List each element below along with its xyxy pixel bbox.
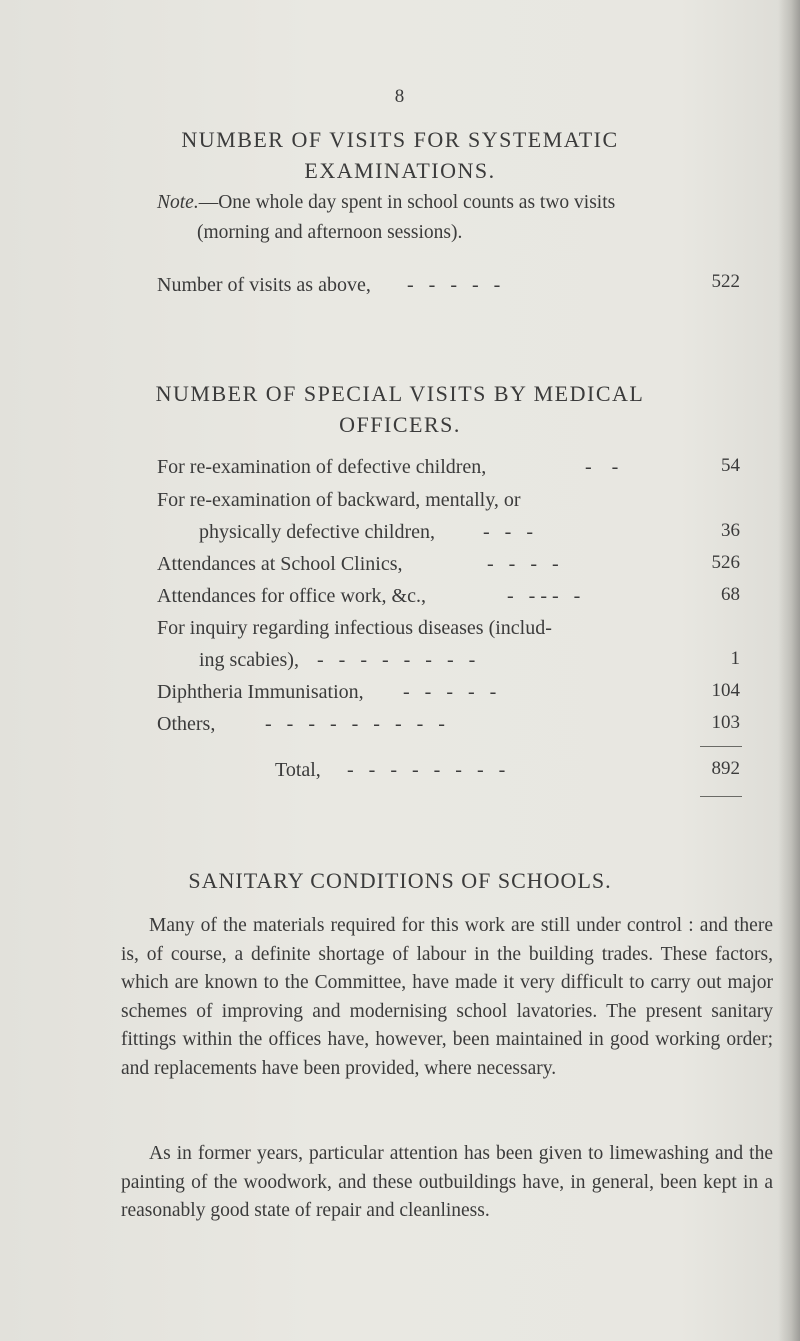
table-row — [157, 452, 619, 482]
paragraph-1 — [121, 912, 773, 1083]
paragraph-2 — [121, 1140, 773, 1226]
note — [157, 188, 797, 248]
visits-label: Number of visits as above, — [157, 274, 371, 296]
paragraph-1-text: Many of the materials required for this work are still under control : and there is, of course, a definite shortage of labour in the building trades. These factors, which are known to the Committee, have made it very difficult to carry out major schemes of improving and modernising school lavatories. The present sanitary fittings within the offices have, however, been maintained in good working order; and replacements have been provided, where necessary. — [121, 915, 773, 1079]
table-row — [157, 549, 559, 579]
heading-line-2: OFFICERS. — [339, 412, 461, 437]
row-label: For re-examination of backward, mentally, or — [157, 489, 521, 511]
row-label: Attendances at School Clinics, — [157, 553, 403, 575]
total-rule-top — [700, 746, 742, 747]
row-label: For re-examination of defective children, — [157, 456, 487, 478]
row-label-continued: physically defective children, — [199, 521, 436, 543]
table-row-continued — [199, 517, 533, 547]
systematic-visits-heading — [0, 124, 800, 186]
row-value: 1 — [730, 648, 740, 669]
heading-line-1: NUMBER OF SPECIAL VISITS BY MEDICAL — [155, 381, 645, 406]
leader-dots: - - - - - — [403, 681, 497, 703]
table-row — [157, 485, 521, 515]
table-row — [157, 677, 497, 707]
leader-dots: - - - - — [487, 553, 559, 575]
row-value: 103 — [711, 712, 740, 733]
total-value: 892 — [711, 758, 740, 779]
total-label: Total, — [275, 759, 321, 781]
row-value: 104 — [711, 680, 740, 701]
leader-dots: - - - - - - - - — [317, 649, 476, 671]
row-value: 68 — [721, 584, 740, 605]
leader-dots: - - - - - — [507, 585, 581, 607]
note-text-line1: —One whole day spent in school counts as two visits — [198, 192, 616, 213]
leader-dots: - - - - - - - - - — [265, 713, 445, 735]
leader-dots: - - - - - — [407, 274, 501, 296]
leader-dots: - - — [585, 456, 619, 478]
table-row — [157, 581, 581, 611]
paragraph-2-text: As in former years, particular attention has been given to limewashing and the painting of the woodwork, and these outbuildings have, in general, been kept in a reasonably good state of repair and cleanliness. — [121, 1143, 773, 1221]
note-text-line2: (morning and afternoon sessions). — [197, 222, 463, 243]
row-label: Diphtheria Immunisation, — [157, 681, 364, 703]
row-label: For inquiry regarding infectious diseases (includ- — [157, 617, 552, 639]
table-row — [157, 613, 552, 643]
special-visits-heading — [0, 378, 800, 440]
leader-dots: - - - — [483, 521, 533, 543]
table-row-continued — [199, 645, 476, 675]
row-value: 54 — [721, 455, 740, 476]
heading-line-2: EXAMINATIONS. — [304, 158, 496, 183]
page-number: 8 — [394, 86, 406, 107]
table-row — [157, 709, 445, 739]
leader-dots: - - - - - - - - — [347, 759, 506, 781]
row-label: Others, — [157, 713, 216, 735]
row-value: 36 — [721, 520, 740, 541]
row-label: Attendances for office work, &c., — [157, 585, 426, 607]
total-row — [275, 755, 506, 785]
note-label: Note. — [157, 192, 199, 213]
sanitary-conditions-heading: SANITARY CONDITIONS OF SCHOOLS. — [188, 868, 612, 893]
visits-row — [157, 270, 501, 300]
visits-value: 522 — [711, 271, 740, 292]
heading-line-1: NUMBER OF VISITS FOR SYSTEMATIC — [181, 127, 619, 152]
total-rule-bottom — [700, 796, 742, 797]
row-label-continued: ing scabies), — [199, 649, 299, 671]
row-value: 526 — [711, 552, 740, 573]
